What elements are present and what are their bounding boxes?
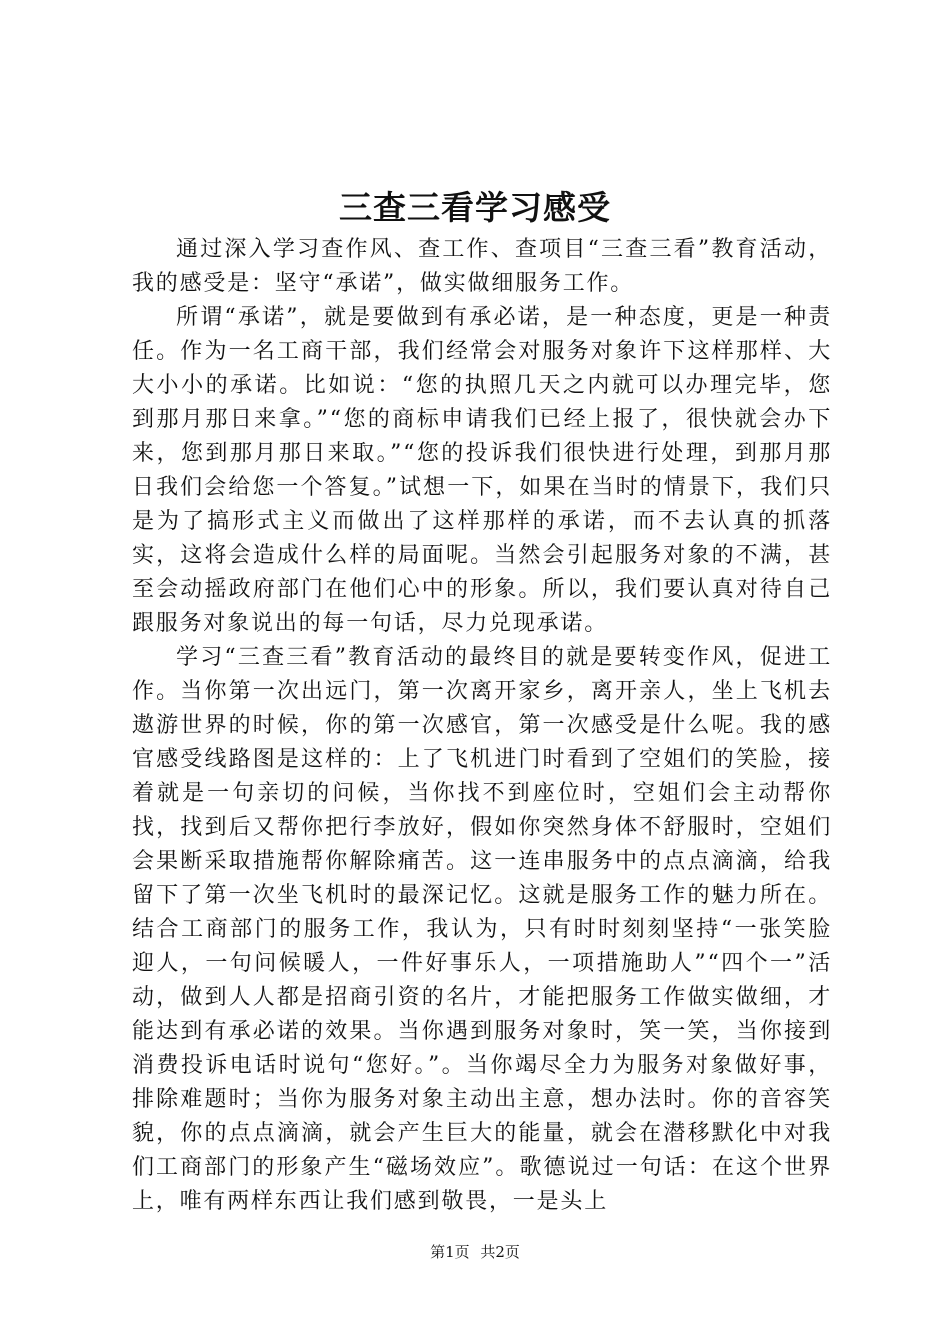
page-total: 共2页: [480, 1243, 520, 1261]
document-body: [132, 233, 832, 1219]
page-footer: [0, 1242, 950, 1262]
page-title: 三查三看学习感受: [339, 188, 611, 227]
page-number: 第1页: [430, 1243, 470, 1261]
paragraph: 所谓“承诺”，就是要做到有承必诺，是一种态度，更是一种责任。作为一名工商干部，我们经常会对服务对象许下这样那样、大大小小的承诺。比如说：“您的执照几天之内就可以办理完毕，您到那月那日来拿。”“您的商标申请我们已经上报了，很快就会办下来，您到那月那日来取。”“您的投诉我们很快进行处理，到那月那日我们会给您一个答复。”试想一下，如果在当时的情景下，我们只是为了搞形式主义而做出了这样那样的承诺，而不去认真的抓落实，这将会造成什么样的局面呢。当然会引起服务对象的不满，甚至会动摇政府部门在他们心中的形象。所以，我们要认真对待自己跟服务对象说出的每一句话，尽力兑现承诺。: [132, 305, 832, 636]
paragraph: 通过深入学习查作风、查工作、查项目“三查三看”教育活动，我的感受是：坚守“承诺”，做实做细服务工作。: [132, 237, 832, 296]
paragraph: 学习“三查三看”教育活动的最终目的就是要转变作风，促进工作。当你第一次出远门，第一次离开家乡，离开亲人，坐上飞机去遨游世界的时候，你的第一次感官，第一次感受是什么呢。我的感官感受线路图是这样的：上了飞机进门时看到了空姐们的笑脸，接着就是一句亲切的问候，当你找不到座位时，空姐们会主动帮你找，找到后又帮你把行李放好，假如你突然身体不舒服时，空姐们会果断采取措施帮你解除痛苦。这一连串服务中的点点滴滴，给我留下了第一次坐飞机时的最深记忆。这就是服务工作的魅力所在。结合工商部门的服务工作，我认为，只有时时刻刻坚持“一张笑脸迎人，一句问候暖人，一件好事乐人，一项措施助人”“四个一”活动，做到人人都是招商引资的名片，才能把服务工作做实做细，才能达到有承必诺的效果。当你遇到服务对象时，笑一笑，当你接到消费投诉电话时说句“您好。”。当你竭尽全力为服务对象做好事，排除难题时；当你为服务对象主动出主意，想办法时。你的音容笑貌，你的点点滴滴，就会产生巨大的能量，就会在潜移默化中对我们工商部门的形象产生“磁场效应”。歌德说过一句话：在这个世界上，唯有两样东西让我们感到敬畏，一是头上: [132, 645, 832, 1214]
